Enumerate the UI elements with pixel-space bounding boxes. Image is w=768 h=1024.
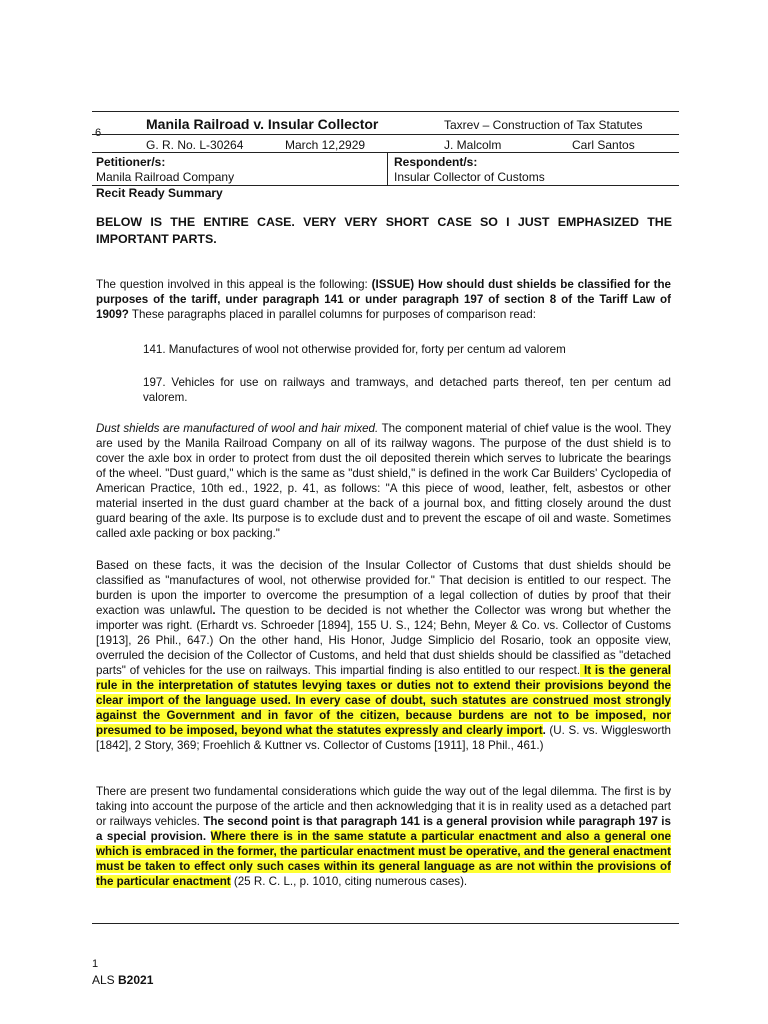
- ruling-citation: (U. S. vs. Wigglesworth [1842], 2 Story, 369; Froehlich & Kuttner vs. Collector of Customs [1911], 18 Phil., 461.): [96, 724, 671, 752]
- footer-page-number: 1: [92, 958, 99, 970]
- page-number: 6: [95, 127, 102, 139]
- considerations-text: There are present two fundamental considerations which guide the way out of the legal dilemma. The first is by taking into account the purpose of the article and then acknowledging that it is in reality used as a detached part or railways vehicles.: [96, 785, 671, 828]
- footer-rule: [92, 923, 679, 924]
- ruling-text-2: The question to be decided is not whether the Collector was wrong but whether the importer was right. (Erhardt vs. Schroeder [1894], 155 U. S., 124; Behn, Meyer & Co. vs. Collector of Customs [1913], 26 Phil., 647.) On the other hand, His Honor, Judge Simplicio del Rosario, took an opposite view, overruled the decision of the Collector of Customs, and held that dust shields should be classified as "detached parts" of vehicles for the use on railways. This impartial finding is also entitled to our respect.: [96, 604, 672, 677]
- respondent-name: Insular Collector of Customs: [394, 170, 545, 184]
- spacer-text: [206, 830, 210, 843]
- petitioner-name: Manila Railroad Company: [96, 170, 235, 184]
- issue-statement: (ISSUE) How should dust shields be classified for the purposes of the tariff, under paragraph 141 or under paragraph 197 of section 8 of the Tariff Law of 1909?: [96, 278, 671, 321]
- gr-number: G. R. No. L-30264: [146, 138, 244, 152]
- ponente: J. Malcolm: [444, 138, 502, 152]
- issue-intro-text: The question involved in this appeal is the following:: [96, 278, 372, 291]
- ruling-bold-period: .: [212, 604, 216, 617]
- header-top-rule: [92, 111, 679, 112]
- petitioner-label: Petitioner/s:: [96, 155, 166, 169]
- issue-outro-text: These paragraphs placed in parallel columns for purposes of comparison read:: [128, 308, 536, 321]
- ruling-bold-period-2: .: [542, 724, 546, 737]
- paragraph-141-quote: 141. Manufactures of wool not otherwise provided for, forty per centum ad valorem: [143, 343, 566, 356]
- digest-author: Carl Santos: [572, 138, 635, 152]
- second-point-bold: The second point is that paragraph 141 is a general provision while paragraph 197 is a special provision.: [96, 815, 671, 843]
- facts-italic-text: Dust shields are manufactured of wool and hair mixed.: [96, 422, 379, 435]
- ruling-text-1: Based on these facts, it was the decision of the Insular Collector of Customs that dust shields should be classified as "manufactures of wool, not otherwise provided for." That decision is entitled to our respect. The burden is upon the importer to overcome the presumption of a legal collection of duties by proof that their exaction was unlawful: [96, 559, 671, 617]
- highlighted-general-rule: It is the general rule in the interpretation of statutes levying taxes or duties not to extend their provisions beyond the clear import of the language used. In every case of doubt, such statutes are construed most strongly against the Government and in favor of the citizen, because burdens are not to be imposed, nor presumed to be imposed, beyond what the statutes expressly and clearly import: [96, 664, 671, 737]
- facts-body-text: The component material of chief value is the wool. They are used by the Manila Railroad Company on all of its railway wagons. The purpose of the dust shield is to cover the axle box in order to protect from dust the oil deposited therein which serves to lubricate the bearings of the wheel. "Dust guard," which is the same as "dust shield," is defined in the work Car Builders' Cyclopedia of American Practice, 10th ed., 1922, p. 41, as follows: "A this piece of wood, leather, felt, asbestos or other material inserted in the dust guard chamber at the back of a journal box, and fitting closely around the dust guard bearing of the axle. Its purpose is to exclude dust and to prevent the escape of oil and waste. Sometimes called axle packing or box packing.": [96, 422, 671, 540]
- considerations-citation: (25 R. C. L., p. 1010, citing numerous cases).: [230, 875, 468, 888]
- footer-batch: B2021: [118, 973, 154, 987]
- ruling-paragraph: [96, 558, 671, 753]
- considerations-paragraph: [96, 784, 671, 889]
- issue-paragraph: [96, 277, 671, 322]
- emphasis-heading: BELOW IS THE ENTIRE CASE. VERY VERY SHORT CASE SO I JUST EMPHASIZED THE IMPORTANT PARTS.: [96, 215, 672, 246]
- facts-paragraph: [96, 421, 671, 541]
- case-subject: Taxrev – Construction of Tax Statutes: [444, 118, 643, 132]
- paragraph-197-quote: 197. Vehicles for use on railways and tramways, and detached parts thereof, ten per centum ad valorem.: [143, 376, 671, 404]
- footer-org: ALS: [92, 973, 119, 987]
- header-mid-rule: [92, 134, 679, 135]
- header-row-rule: [92, 152, 679, 153]
- case-title: Manila Railroad v. Insular Collector: [146, 116, 379, 132]
- footer-label: [92, 973, 153, 987]
- respondent-label: Respondent/s:: [394, 155, 478, 169]
- highlighted-special-provision-rule: Where there is in the same statute a particular enactment and also a general one which is embraced in the former, the particular enactment must be operative, and the general enactment must be taken to effect only such cases within its general language as are not within the provisions of the particular enactment: [96, 830, 671, 888]
- header-column-divider: [387, 152, 388, 186]
- decision-date: March 12,2929: [285, 138, 366, 152]
- summary-label: Recit Ready Summary: [96, 186, 223, 200]
